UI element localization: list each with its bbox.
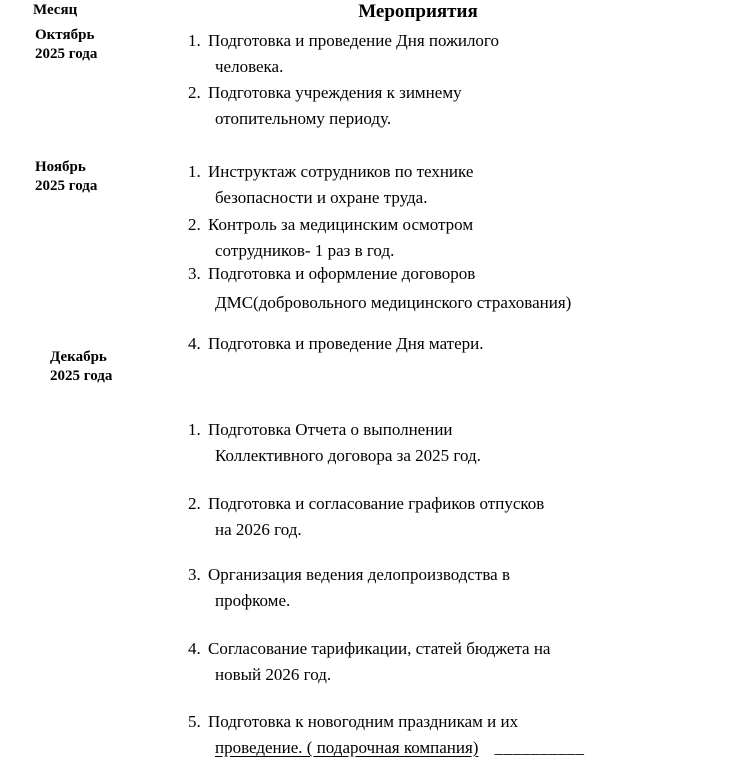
event-item-text [208,261,688,316]
event-item [188,709,688,761]
event-item-number: 4. [188,639,201,658]
event-line: Подготовка учреждения к зимнему [208,83,462,102]
event-item [188,261,688,316]
event-item [188,562,688,614]
event-line: на 2026 год. [215,520,302,539]
month-year: 2025 года [35,46,98,62]
month-label-october [35,26,97,64]
event-item [188,80,688,132]
event-item [188,331,688,357]
event-item [188,417,688,469]
event-line: Согласование тарификации, статей бюджета на [208,639,551,658]
event-line: сотрудников- 1 раз в год. [215,241,395,260]
event-item-number: 3. [188,565,201,584]
event-item-text [208,709,688,761]
event-line: Инструктаж сотрудников по технике [208,162,474,181]
fill-in-blank-line: __________ [494,738,585,757]
month-column-header: Месяц [33,2,78,18]
events-column-header: Мероприятия [358,1,478,22]
event-item-number: 2. [188,215,201,234]
event-line: отопительному периоду. [215,109,392,128]
event-line: Коллективного договора за 2025 год. [215,446,481,465]
event-item-text [208,562,688,614]
event-line: новый 2026 год. [215,665,332,684]
month-label-december [50,348,112,386]
event-item-text [208,491,688,543]
month-year: 2025 года [50,368,113,384]
event-item-number: 4. [188,334,201,353]
event-item [188,212,688,264]
month-name: Октябрь [35,27,95,43]
event-item-text [208,28,688,80]
event-item-text [208,80,688,132]
event-item-number: 1. [188,420,201,439]
event-line: Контроль за медицинским осмотром [208,215,474,234]
event-line: Подготовка Отчета о выполнении [208,420,453,439]
month-name: Декабрь [50,349,107,365]
month-label-november [35,158,97,196]
month-name: Ноябрь [35,159,86,175]
event-item-text [208,331,688,357]
event-item-text [208,417,688,469]
event-line: Подготовка и проведение Дня пожилого [208,31,499,50]
event-item-number: 5. [188,712,201,731]
event-line: Подготовка к новогодним праздникам и их [208,712,519,731]
event-item-number: 1. [188,31,201,50]
event-item [188,636,688,688]
event-line: Подготовка и проведение Дня матери. [208,334,484,353]
event-line: безопасности и охране труда. [215,188,428,207]
event-line: ДМС(добровольного медицинского страхования) [215,293,572,312]
event-item [188,28,688,80]
underlined-text: проведение. ( подарочная компания) [215,738,479,757]
event-item-number: 2. [188,494,201,513]
event-line: профкоме. [215,591,291,610]
event-line: человека. [215,57,284,76]
event-item-number: 3. [188,264,201,283]
event-line-underlined-wrap [215,735,688,761]
event-item [188,491,688,543]
month-year: 2025 года [35,178,98,194]
event-item-number: 2. [188,83,201,102]
event-line: Подготовка и оформление договоров [208,264,476,283]
event-item-text [208,636,688,688]
event-item-text [208,212,688,264]
event-item-text [208,159,688,211]
event-item-number: 1. [188,162,201,181]
event-line: Организация ведения делопроизводства в [208,565,510,584]
event-line: Подготовка и согласование графиков отпусков [208,494,545,513]
event-item [188,159,688,211]
